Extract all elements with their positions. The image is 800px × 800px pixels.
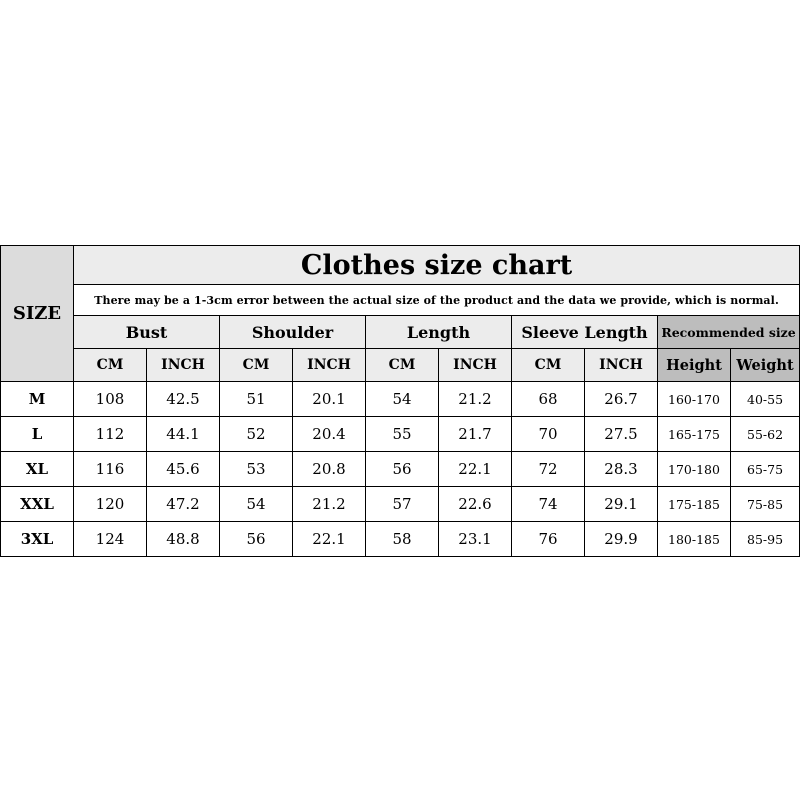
- table-cell: 21.2: [293, 487, 366, 522]
- table-cell: 48.8: [147, 522, 220, 557]
- table-cell: 21.7: [439, 417, 512, 452]
- table-cell: 23.1: [439, 522, 512, 557]
- table-cell: 108: [74, 382, 147, 417]
- table-cell: 65-75: [731, 452, 800, 487]
- table-cell: 54: [220, 487, 293, 522]
- group-length: Length: [366, 316, 512, 349]
- table-cell: 70: [512, 417, 585, 452]
- table-cell: 56: [220, 522, 293, 557]
- unit-sleeve-inch: INCH: [585, 349, 658, 382]
- unit-bust-inch: INCH: [147, 349, 220, 382]
- unit-sleeve-cm: CM: [512, 349, 585, 382]
- table-cell: 180-185: [658, 522, 731, 557]
- table-cell: 55-62: [731, 417, 800, 452]
- unit-length-inch: INCH: [439, 349, 512, 382]
- table-cell: 112: [74, 417, 147, 452]
- table-cell: 20.1: [293, 382, 366, 417]
- table-cell: 51: [220, 382, 293, 417]
- table-cell: 124: [74, 522, 147, 557]
- table-cell: 52: [220, 417, 293, 452]
- group-bust: Bust: [74, 316, 220, 349]
- unit-shoulder-cm: CM: [220, 349, 293, 382]
- table-cell: 72: [512, 452, 585, 487]
- group-sleeve-length: Sleeve Length: [512, 316, 658, 349]
- table-cell: 55: [366, 417, 439, 452]
- table-cell: 27.5: [585, 417, 658, 452]
- table-cell: 165-175: [658, 417, 731, 452]
- size-chart: [0, 245, 800, 555]
- table-cell: 21.2: [439, 382, 512, 417]
- table-cell: 42.5: [147, 382, 220, 417]
- size-chart-table: [0, 245, 800, 557]
- table-cell: 116: [74, 452, 147, 487]
- table-cell: 75-85: [731, 487, 800, 522]
- group-recommended-size: Recommended size: [658, 316, 800, 349]
- error-note: There may be a 1-3cm error between the actual size of the product and the data we provide, which is normal.: [74, 285, 800, 316]
- table-cell: 28.3: [585, 452, 658, 487]
- table-cell: 22.6: [439, 487, 512, 522]
- table-row: [1, 452, 800, 487]
- table-cell: 74: [512, 487, 585, 522]
- size-label: XL: [1, 452, 74, 487]
- table-cell: 20.4: [293, 417, 366, 452]
- table-cell: 26.7: [585, 382, 658, 417]
- size-label: M: [1, 382, 74, 417]
- table-cell: 170-180: [658, 452, 731, 487]
- table-row: [1, 487, 800, 522]
- table-cell: 57: [366, 487, 439, 522]
- table-cell: 76: [512, 522, 585, 557]
- size-label: XXL: [1, 487, 74, 522]
- table-cell: 53: [220, 452, 293, 487]
- table-cell: 22.1: [293, 522, 366, 557]
- table-cell: 44.1: [147, 417, 220, 452]
- table-row: [1, 417, 800, 452]
- unit-weight: Weight: [731, 349, 800, 382]
- table-row: [1, 522, 800, 557]
- size-label: L: [1, 417, 74, 452]
- size-header: SIZE: [1, 246, 74, 382]
- group-shoulder: Shoulder: [220, 316, 366, 349]
- unit-shoulder-inch: INCH: [293, 349, 366, 382]
- table-cell: 56: [366, 452, 439, 487]
- unit-bust-cm: CM: [74, 349, 147, 382]
- table-cell: 68: [512, 382, 585, 417]
- unit-length-cm: CM: [366, 349, 439, 382]
- table-cell: 20.8: [293, 452, 366, 487]
- table-cell: 22.1: [439, 452, 512, 487]
- table-cell: 29.9: [585, 522, 658, 557]
- table-cell: 175-185: [658, 487, 731, 522]
- table-cell: 54: [366, 382, 439, 417]
- table-cell: 85-95: [731, 522, 800, 557]
- table-cell: 29.1: [585, 487, 658, 522]
- chart-title: Clothes size chart: [74, 246, 800, 285]
- table-cell: 47.2: [147, 487, 220, 522]
- table-cell: 40-55: [731, 382, 800, 417]
- table-cell: 58: [366, 522, 439, 557]
- table-cell: 160-170: [658, 382, 731, 417]
- table-cell: 45.6: [147, 452, 220, 487]
- table-row: [1, 382, 800, 417]
- unit-height: Height: [658, 349, 731, 382]
- size-label: 3XL: [1, 522, 74, 557]
- table-cell: 120: [74, 487, 147, 522]
